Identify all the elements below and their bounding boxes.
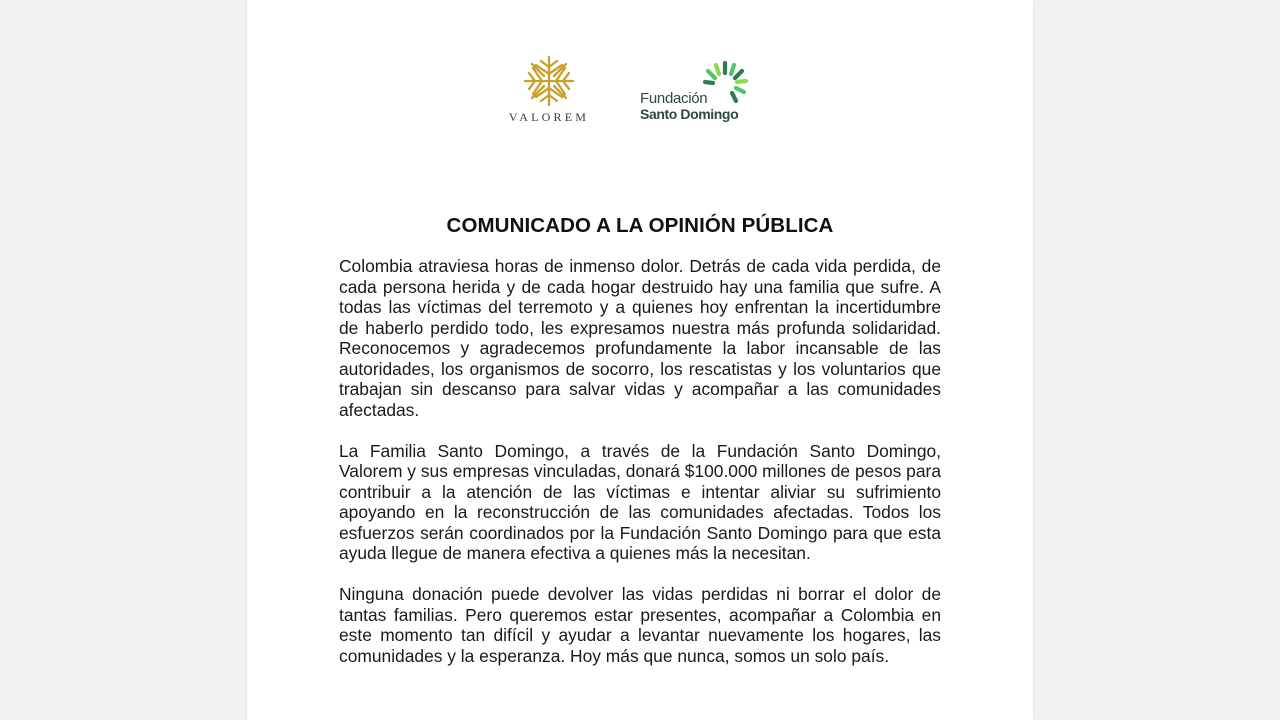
document-page	[247, 0, 1033, 720]
paragraph-1: Colombia atraviesa horas de inmenso dolor. Detrás de cada vida perdida, de cada persona herida y de cada hogar destruido hay una familia que sufre. A todas las víctimas del terremoto y a quienes hoy enfrentan la incertidumbre de haberlo perdido todo, les expresamos nuestra más profunda solidaridad. Reconocemos y agradecemos profundamente la labor incansable de las autoridades, los organismos de socorro, los rescatistas y los voluntarios que trabajan sin descanso para salvar vidas y acompañar a las comunidades afectadas.	[339, 256, 941, 420]
fundacion-burst-icon	[700, 60, 750, 106]
valorem-emblem-icon	[523, 55, 575, 107]
paragraph-2: La Familia Santo Domingo, a través de la Fundación Santo Domingo, Valorem y sus empresas vinculadas, donará $100.000 millones de pesos para contribuir a la atención de las víctimas e intentar aliviar su sufrimiento apoyando en la reconstrucción de las comunidades afectadas. Todos los esfuerzos serán coordinados por la Fundación Santo Domingo para que esta ayuda llegue de manera efectiva a quienes más la necesitan.	[339, 440, 941, 563]
paragraph-3: Ninguna donación puede devolver las vidas perdidas ni borrar el dolor de tantas familias. Pero queremos estar presentes, acompañar a Colombia en este momento tan difícil y ayudar a levantar nuevamente los hogares, las comunidades y la esperanza. Hoy más que nunca, somos un solo país.	[339, 584, 941, 666]
document-body	[339, 256, 941, 687]
valorem-wordmark: VALOREM	[508, 110, 590, 124]
valorem-logo	[498, 55, 600, 125]
document-title: COMUNICADO A LA OPINIÓN PÚBLICA	[446, 214, 834, 237]
fundacion-santo-domingo-logo	[640, 60, 750, 126]
fundacion-wordmark-line2: Santo Domingo	[640, 106, 739, 122]
fundacion-wordmark-line1: Fundación	[640, 90, 708, 107]
